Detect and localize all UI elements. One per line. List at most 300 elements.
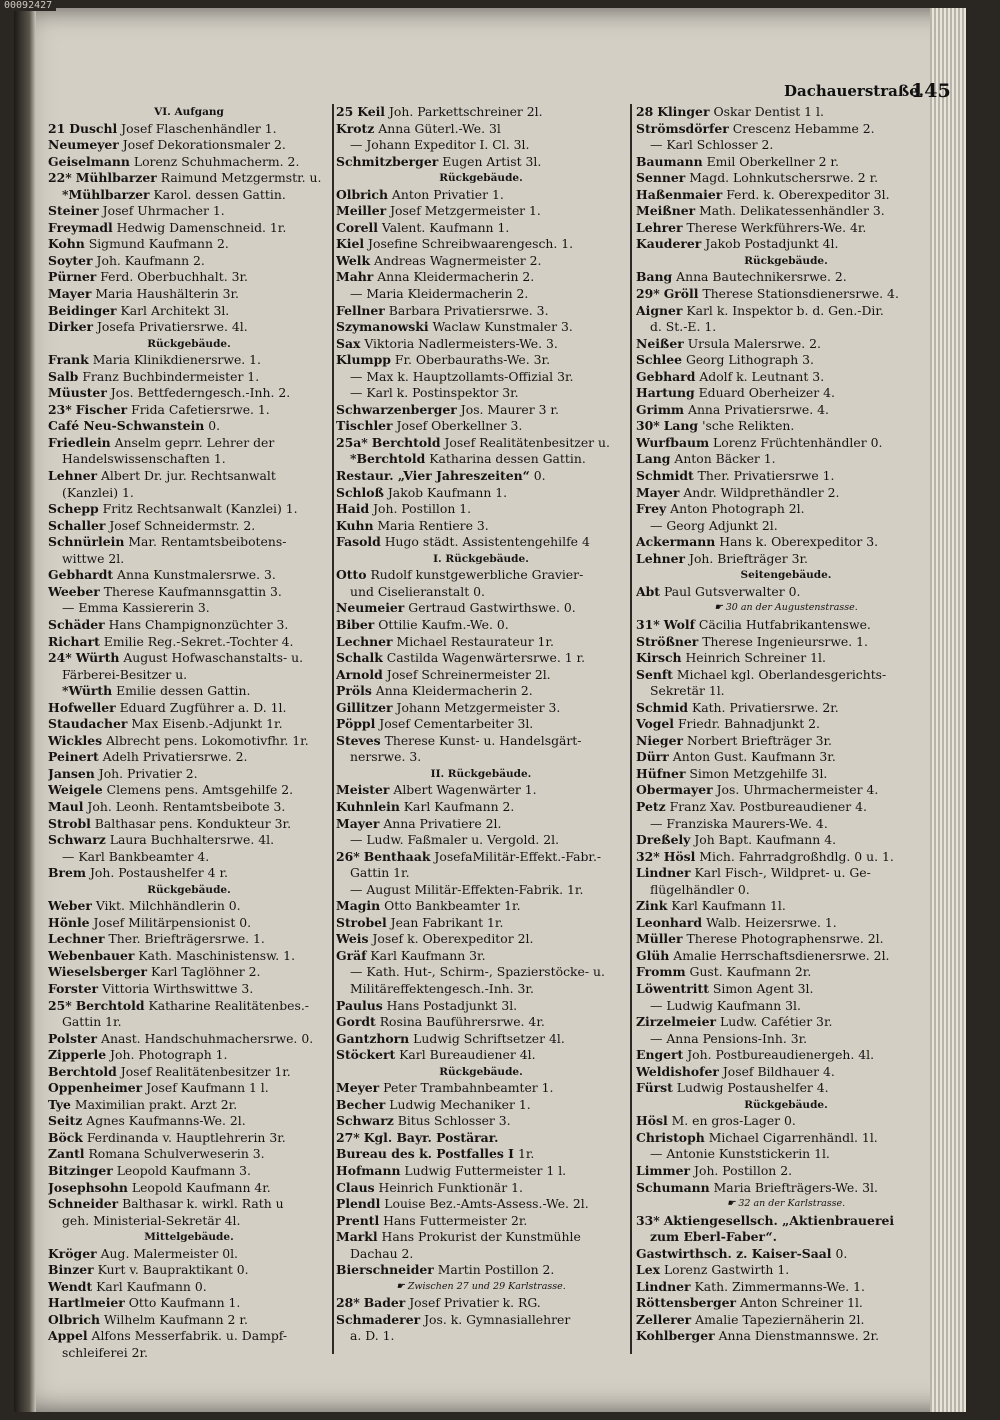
directory-entry xyxy=(636,1031,936,1048)
directory-entry xyxy=(336,1295,626,1312)
occupation-floor: Anton Privatier 1. xyxy=(391,186,504,202)
occupation-floor: Wilhelm Kaufmann 2 r. xyxy=(103,1311,248,1327)
entry-text: — Franziska Maurers-We. 4. xyxy=(650,815,828,831)
directory-entry xyxy=(48,1262,330,1279)
directory-entry xyxy=(336,286,626,303)
resident-name: Limmer xyxy=(636,1163,691,1178)
occupation-floor: Katharina dessen Gattin. xyxy=(429,451,586,467)
resident-name: *Berchtold xyxy=(350,451,426,467)
occupation-floor: Jakob Postadjunkt 4l. xyxy=(705,236,839,252)
occupation-floor: Frida Cafetiersrwe. 1. xyxy=(131,401,270,417)
occupation-floor: Franz Xav. Postbureaudiener 4. xyxy=(669,798,867,814)
house-number: 31* xyxy=(636,616,660,632)
entry-text: — Karl k. Postinspektor 3r. xyxy=(350,385,519,401)
resident-name: Lang xyxy=(663,418,699,434)
occupation-floor: Anna Privatiere 2l. xyxy=(383,815,502,831)
resident-name: Krotz xyxy=(336,120,375,136)
occupation-floor: Hugo städt. Assistentengehilfe 4 xyxy=(384,534,590,550)
resident-name: Zantl xyxy=(48,1146,85,1162)
directory-entry xyxy=(636,187,936,204)
occupation-floor: Therese Kunst- u. Handelsgärt- xyxy=(384,732,582,748)
occupation-floor: Anast. Handschuhmachersrwe. 0. xyxy=(101,1030,314,1046)
section-heading xyxy=(636,567,936,584)
column-divider xyxy=(630,104,632,1354)
occupation-floor: Jos. Uhrmachermeister 4. xyxy=(716,782,879,798)
resident-name: Schwarz xyxy=(48,832,106,848)
resident-name: Wickles xyxy=(48,732,103,748)
occupation-floor: Eduard Zugführer a. D. 1l. xyxy=(119,699,287,715)
occupation-floor: Joh. Kaufmann 2. xyxy=(96,252,205,268)
house-number: 26* xyxy=(336,848,360,864)
directory-entry xyxy=(48,154,330,171)
directory-entry xyxy=(636,319,936,336)
occupation-floor: Ludwig Futtermeister 1 l. xyxy=(404,1163,567,1178)
directory-entry xyxy=(48,534,330,551)
directory-entry xyxy=(48,1031,330,1048)
entry-text: — Maria Kleidermacherin 2. xyxy=(350,286,529,302)
entry-text: und Ciselieranstalt 0. xyxy=(350,583,485,599)
occupation-floor: Gertraud Gastwirthswe. 0. xyxy=(408,600,576,616)
entry-text: — Karl Schlosser 2. xyxy=(650,137,774,153)
entry-text: II. Rückgebäude. xyxy=(430,767,532,780)
resident-name: Welk xyxy=(336,252,371,268)
occupation-floor: Bitus Schlosser 3. xyxy=(397,1113,511,1129)
occupation-floor: August Hofwaschanstalts- u. xyxy=(123,650,304,666)
entry-text: Militäreffektengesch.-Inh. 3r. xyxy=(350,980,534,996)
occupation-floor: Kurt v. Baupraktikant 0. xyxy=(97,1262,249,1278)
resident-name: Olbrich xyxy=(48,1311,100,1327)
resident-name: Senner xyxy=(636,170,686,186)
resident-name: Lindner xyxy=(636,1278,691,1294)
directory-entry xyxy=(48,236,330,253)
resident-name: Mühlbarzer xyxy=(75,170,157,186)
resident-name: Richart xyxy=(48,633,100,649)
resident-name: Zirzelmeier xyxy=(636,1014,717,1030)
directory-entry xyxy=(636,1279,936,1296)
directory-entry xyxy=(48,733,330,750)
occupation-floor: Emilie Reg.-Sekret.-Tochter 4. xyxy=(103,633,294,649)
directory-entry xyxy=(48,468,330,485)
occupation-floor: Jakob Kaufmann 1. xyxy=(387,484,508,500)
resident-name: Schwarzenberger xyxy=(336,401,457,417)
directory-entry xyxy=(636,1064,936,1081)
directory-entry xyxy=(336,352,626,369)
occupation-floor: Oskar Dentist 1 l. xyxy=(713,104,824,119)
entry-text: nersrwe. 3. xyxy=(350,749,422,765)
directory-entry xyxy=(48,981,330,998)
entry-text: — Georg Adjunkt 2l. xyxy=(650,517,778,533)
resident-name: Bitzinger xyxy=(48,1163,113,1178)
directory-entry xyxy=(48,385,330,402)
occupation-floor: Anton Gust. Kaufmann 3r. xyxy=(672,749,836,765)
occupation-floor: 0. xyxy=(208,418,221,434)
occupation-floor: Hans Champignonzüchter 3. xyxy=(108,616,289,632)
occupation-floor: Michael Restaurateur 1r. xyxy=(396,633,554,649)
resident-name: Hösl xyxy=(636,1113,668,1129)
resident-name: Aktiengesellsch. „Aktienbrauerei xyxy=(663,1212,895,1228)
directory-entry xyxy=(48,501,330,518)
resident-name: Glüh xyxy=(636,947,670,963)
directory-entry xyxy=(636,749,936,766)
directory-entry xyxy=(48,716,330,733)
resident-name: Schloß xyxy=(336,484,384,500)
directory-entry xyxy=(336,385,626,402)
occupation-floor: Maximilian prakt. Arzt 2r. xyxy=(74,1096,238,1112)
resident-name: Zellerer xyxy=(636,1311,692,1327)
house-number: 28 xyxy=(636,104,654,119)
entry-text: — Antonie Kunststickerin 1l. xyxy=(650,1146,830,1162)
resident-name: Schäder xyxy=(48,616,105,632)
resident-name: Zink xyxy=(636,898,668,914)
house-number: 25 xyxy=(336,104,354,119)
occupation-floor: Kath. Privatiersrwe. 2r. xyxy=(691,699,839,715)
directory-entry xyxy=(636,1130,936,1147)
occupation-floor: Joh. Photograph 1. xyxy=(110,1047,228,1063)
directory-entry xyxy=(48,634,330,651)
occupation-floor: Maria Briefträgers-We. 3l. xyxy=(713,1179,878,1195)
occupation-floor: Hans Postadjunkt 3l. xyxy=(386,997,518,1013)
directory-entry xyxy=(336,418,626,435)
resident-name: Café Neu-Schwanstein xyxy=(48,418,205,434)
occupation-floor: Simon Metzgehilfe 3l. xyxy=(689,765,828,781)
entry-text: (Kanzlei) 1. xyxy=(62,484,134,500)
resident-name: Weber xyxy=(48,898,92,914)
directory-entry xyxy=(336,402,626,419)
entry-text: Rückgebäude. xyxy=(744,254,828,267)
occupation-floor: Sigmund Kaufmann 2. xyxy=(88,236,229,252)
occupation-floor: Mar. Rentamtsbeibotens- xyxy=(128,534,287,550)
occupation-floor: Ottilie Kaufm.-We. 0. xyxy=(378,616,509,632)
resident-name: Hartung xyxy=(636,385,695,401)
resident-name: Schmid xyxy=(636,699,688,715)
occupation-floor: JosefaMilitär-Effekt.-Fabr.- xyxy=(434,848,602,864)
directory-entry xyxy=(336,998,626,1015)
occupation-floor: Eduard Oberheizer 4. xyxy=(698,385,835,401)
directory-entry xyxy=(336,683,626,700)
occupation-floor: Karl Kaufmann 3r. xyxy=(370,947,486,963)
directory-entry xyxy=(636,352,936,369)
occupation-floor: Josef Realitätenbesitzer u. xyxy=(444,434,610,450)
directory-entry xyxy=(336,501,626,518)
resident-name: Kohn xyxy=(48,236,85,252)
occupation-floor: Franz Buchbindermeister 1. xyxy=(82,368,260,384)
section-heading xyxy=(636,253,936,270)
section-heading xyxy=(336,1064,626,1081)
occupation-floor: Josef Realitätenbesitzer 1r. xyxy=(120,1063,291,1079)
directory-entry xyxy=(636,385,936,402)
occupation-floor: Joh. Postillon 2. xyxy=(694,1163,793,1178)
directory-entry xyxy=(336,948,626,965)
directory-entry xyxy=(636,1180,936,1197)
directory-entry xyxy=(636,1328,936,1345)
directory-entry xyxy=(636,816,936,833)
directory-entry xyxy=(336,1328,626,1345)
occupation-floor: Mich. Fahrradgroßhdlg. 0 u. 1. xyxy=(699,848,894,864)
directory-entry xyxy=(48,1146,330,1163)
directory-entry xyxy=(636,733,936,750)
resident-name: Lehner xyxy=(48,468,98,484)
occupation-floor: Aug. Malermeister 0l. xyxy=(100,1245,238,1261)
occupation-floor: Hans Prokurist der Kunstmühle xyxy=(381,1229,581,1245)
occupation-floor: Josef Privatier k. RG. xyxy=(409,1295,541,1311)
directory-entry xyxy=(48,1163,330,1180)
column-1 xyxy=(48,104,330,1362)
resident-name: Forster xyxy=(48,980,99,996)
entry-text: VI. Aufgang xyxy=(154,106,224,118)
resident-name: Gebhard xyxy=(636,368,696,384)
directory-entry xyxy=(636,121,936,138)
resident-name: Wendt xyxy=(48,1278,93,1294)
resident-name: Josephsohn xyxy=(48,1179,128,1195)
resident-name: Markl xyxy=(336,1229,378,1245)
house-number: 29* xyxy=(636,286,660,302)
directory-entry xyxy=(48,369,330,386)
street-header: Dachauerstraße. xyxy=(784,82,924,100)
house-number: 22* xyxy=(48,170,72,186)
directory-entry xyxy=(636,849,936,866)
directory-entry xyxy=(636,286,936,303)
occupation-floor: Joh Bapt. Kaufmann 4. xyxy=(694,832,837,848)
occupation-floor: Josefine Schreibwaarengesch. 1. xyxy=(368,236,574,252)
directory-entry xyxy=(336,534,626,551)
resident-name: Obermayer xyxy=(636,782,713,798)
directory-entry xyxy=(336,203,626,220)
resident-name: Berchtold xyxy=(75,997,145,1013)
entry-text: ☛ Zwischen 27 und 29 Karlstrasse. xyxy=(396,1280,566,1292)
directory-entry xyxy=(636,782,936,799)
resident-name: Dirker xyxy=(48,319,93,335)
directory-entry xyxy=(48,1064,330,1081)
occupation-floor: Rosina Bauführersrwe. 4r. xyxy=(379,1014,545,1030)
resident-name: Lindner xyxy=(636,865,691,881)
occupation-floor: Math. Delikatessenhändler 3. xyxy=(699,203,885,219)
directory-entry xyxy=(336,898,626,915)
occupation-floor: Heinrich Funktionär 1. xyxy=(378,1179,523,1195)
directory-entry xyxy=(48,849,330,866)
directory-entry xyxy=(636,931,936,948)
directory-entry xyxy=(336,816,626,833)
resident-name: Röttensberger xyxy=(636,1295,737,1311)
directory-entry xyxy=(48,203,330,220)
entry-text: Rückgebäude. xyxy=(439,172,523,185)
resident-name: Klinger xyxy=(657,104,710,119)
occupation-floor: Ursula Malersrwe. 2. xyxy=(687,335,821,351)
resident-name: Hofmann xyxy=(336,1163,401,1178)
occupation-floor: Ludwig Postaushelfer 4. xyxy=(676,1080,829,1096)
directory-entry xyxy=(636,683,936,700)
resident-name: Appel xyxy=(48,1328,88,1344)
directory-entry xyxy=(48,1312,330,1329)
resident-name: Schalk xyxy=(336,650,383,666)
occupation-floor: Lorenz Früchtenhändler 0. xyxy=(713,434,883,450)
occupation-floor: Therese Werkführers-We. 4r. xyxy=(686,219,867,235)
occupation-floor: Crescenz Hebamme 2. xyxy=(732,120,875,136)
occupation-floor: Josef Metzgermeister 1. xyxy=(390,203,541,219)
directory-entry xyxy=(636,1312,936,1329)
house-number: 33* xyxy=(636,1212,660,1228)
resident-name: Berchtold xyxy=(48,1063,117,1079)
resident-name: Lechner xyxy=(336,633,393,649)
resident-name: Gillitzer xyxy=(336,699,393,715)
directory-entry xyxy=(636,1047,936,1064)
resident-name: Frank xyxy=(48,352,89,368)
resident-name: Kauderer xyxy=(636,236,702,252)
directory-entry xyxy=(336,964,626,981)
occupation-floor: Fritz Rechtsanwalt (Kanzlei) 1. xyxy=(102,501,298,517)
directory-entry xyxy=(48,137,330,154)
page-number: 145 xyxy=(911,80,951,102)
entry-text: — Ludwig Kaufmann 3l. xyxy=(650,997,801,1013)
occupation-floor: Josef Schneidermstr. 2. xyxy=(109,517,256,533)
resident-name: Tye xyxy=(48,1096,71,1112)
resident-name: Petz xyxy=(636,798,666,814)
resident-name: Engert xyxy=(636,1047,684,1063)
occupation-floor: Albert Wagenwärter 1. xyxy=(393,782,537,798)
directory-entry xyxy=(636,1262,936,1279)
resident-name: Neißer xyxy=(636,335,684,351)
occupation-floor: Hedwig Damenschneid. 1r. xyxy=(116,219,287,235)
directory-entry xyxy=(636,1146,936,1163)
directory-entry xyxy=(336,1014,626,1031)
occupation-floor: Karl Kaufmann 0. xyxy=(96,1278,207,1294)
directory-entry xyxy=(48,1113,330,1130)
occupation-floor: Vikt. Milchhändlerin 0. xyxy=(95,898,241,914)
resident-name: Neumeier xyxy=(336,600,405,616)
resident-name: Strößner xyxy=(636,633,699,649)
occupation-floor: Maria Haushälterin 3r. xyxy=(95,286,239,302)
directory-entry xyxy=(48,998,330,1015)
occupation-floor: Josef Kaufmann 1 l. xyxy=(146,1080,269,1096)
directory-entry xyxy=(336,1163,626,1180)
occupation-floor: Laura Buchhaltersrwe. 4l. xyxy=(109,832,275,848)
directory-entry xyxy=(336,1213,626,1230)
resident-name: Polster xyxy=(48,1030,98,1046)
resident-name: Brem xyxy=(48,865,86,881)
occupation-floor: Ludw. Cafétier 3r. xyxy=(719,1014,833,1030)
directory-entry xyxy=(48,749,330,766)
directory-entry xyxy=(336,485,626,502)
directory-entry xyxy=(336,1246,626,1263)
occupation-floor: Josef Dekorationsmaler 2. xyxy=(122,137,286,153)
entry-text: ☛ 30 an der Augustenstrasse. xyxy=(714,602,858,614)
resident-name: Lehner xyxy=(636,550,686,566)
resident-name: Hofweller xyxy=(48,699,116,715)
occupation-floor: Joh. Postaushelfer 4 r. xyxy=(89,865,228,881)
occupation-floor: Leopold Kaufmann 3. xyxy=(116,1163,252,1178)
resident-name: Binzer xyxy=(48,1262,94,1278)
occupation-floor: Andr. Wildprethändler 2. xyxy=(683,484,840,500)
resident-name: Leonhard xyxy=(636,914,703,930)
resident-name: Biber xyxy=(336,616,375,632)
occupation-floor: 0. xyxy=(835,1245,848,1261)
resident-name: Lang xyxy=(636,451,671,467)
occupation-floor: Magd. Lohnkutschersrwe. 2 r. xyxy=(689,170,879,186)
occupation-floor: Josef Oberkellner 3. xyxy=(396,418,523,434)
occupation-floor: Lorenz Gastwirth 1. xyxy=(663,1262,790,1278)
house-number: 24* xyxy=(48,650,72,666)
entry-text: — Karl Bankbeamter 4. xyxy=(62,848,210,864)
resident-name: Meister xyxy=(336,782,390,798)
resident-name: Strobel xyxy=(336,914,387,930)
directory-entry xyxy=(48,435,330,452)
directory-entry xyxy=(636,981,936,998)
directory-entry xyxy=(48,1196,330,1213)
directory-entry xyxy=(336,121,626,138)
resident-name: Pröls xyxy=(336,683,372,699)
directory-entry xyxy=(636,634,936,651)
occupation-floor: Kath. Zimmermanns-We. 1. xyxy=(694,1278,865,1294)
occupation-floor: Ferd. Oberbuchhalt. 3r. xyxy=(100,269,248,285)
occupation-floor: Andreas Wagnermeister 2. xyxy=(374,252,542,268)
occupation-floor: Amalie Herrschaftsdienersrwe. 2l. xyxy=(673,947,890,963)
occupation-floor: Rudolf kunstgewerbliche Gravier- xyxy=(370,567,584,583)
directory-entry xyxy=(48,319,330,336)
occupation-floor: Ther. Privatiersrwe 1. xyxy=(697,468,835,484)
entry-text: Gattin 1r. xyxy=(62,1014,122,1030)
directory-entry xyxy=(636,451,936,468)
directory-entry xyxy=(636,716,936,733)
resident-name: Friedlein xyxy=(48,434,111,450)
resident-name: Staudacher xyxy=(48,716,128,732)
entry-text: — Johann Expeditor I. Cl. 3l. xyxy=(350,137,530,153)
resident-name: Gordt xyxy=(336,1014,376,1030)
resident-name: Gantzhorn xyxy=(336,1030,410,1046)
directory-entry xyxy=(636,534,936,551)
resident-name: Wurfbaum xyxy=(636,434,710,450)
entry-text: wittwe 2l. xyxy=(62,550,125,566)
directory-entry xyxy=(336,336,626,353)
resident-name: Schmidt xyxy=(636,468,694,484)
section-heading xyxy=(48,104,330,121)
directory-entry xyxy=(636,1080,936,1097)
column-3 xyxy=(636,104,936,1345)
directory-entry xyxy=(48,121,330,138)
resident-name: Christoph xyxy=(636,1129,705,1145)
directory-entry xyxy=(48,303,330,320)
resident-name: Schumann xyxy=(636,1179,710,1195)
directory-entry xyxy=(636,518,936,535)
entry-text: Dachau 2. xyxy=(350,1245,414,1261)
directory-entry xyxy=(336,1113,626,1130)
entry-text: — Anna Pensions-Inh. 3r. xyxy=(650,1030,808,1046)
directory-entry xyxy=(336,1262,626,1279)
directory-entry xyxy=(336,650,626,667)
directory-entry xyxy=(636,501,936,518)
resident-name: Baumann xyxy=(636,153,703,169)
directory-entry xyxy=(336,1180,626,1197)
resident-name: Haßenmaier xyxy=(636,186,723,202)
directory-entry xyxy=(48,667,330,684)
resident-name: Paulus xyxy=(336,997,383,1013)
occupation-floor: Karl Fisch-, Wildpret- u. Ge- xyxy=(694,865,871,881)
resident-name: Würth xyxy=(75,650,120,666)
occupation-floor: Valent. Kaufmann 1. xyxy=(381,219,510,235)
directory-entry xyxy=(336,567,626,584)
resident-name: Vogel xyxy=(636,716,674,732)
resident-name: Becher xyxy=(336,1096,386,1112)
directory-entry xyxy=(336,799,626,816)
resident-name: Oppenheimer xyxy=(48,1080,143,1096)
resident-name: Mayer xyxy=(48,286,92,302)
directory-entry xyxy=(48,1279,330,1296)
directory-entry xyxy=(48,551,330,568)
resident-name: Mayer xyxy=(336,815,380,831)
occupation-floor: Josef Schreinermeister 2l. xyxy=(386,666,551,682)
directory-entry xyxy=(48,816,330,833)
resident-name: Bang xyxy=(636,269,673,285)
occupation-floor: Karl Bureaudiener 4l. xyxy=(399,1047,536,1063)
resident-name: Kirsch xyxy=(636,650,682,666)
